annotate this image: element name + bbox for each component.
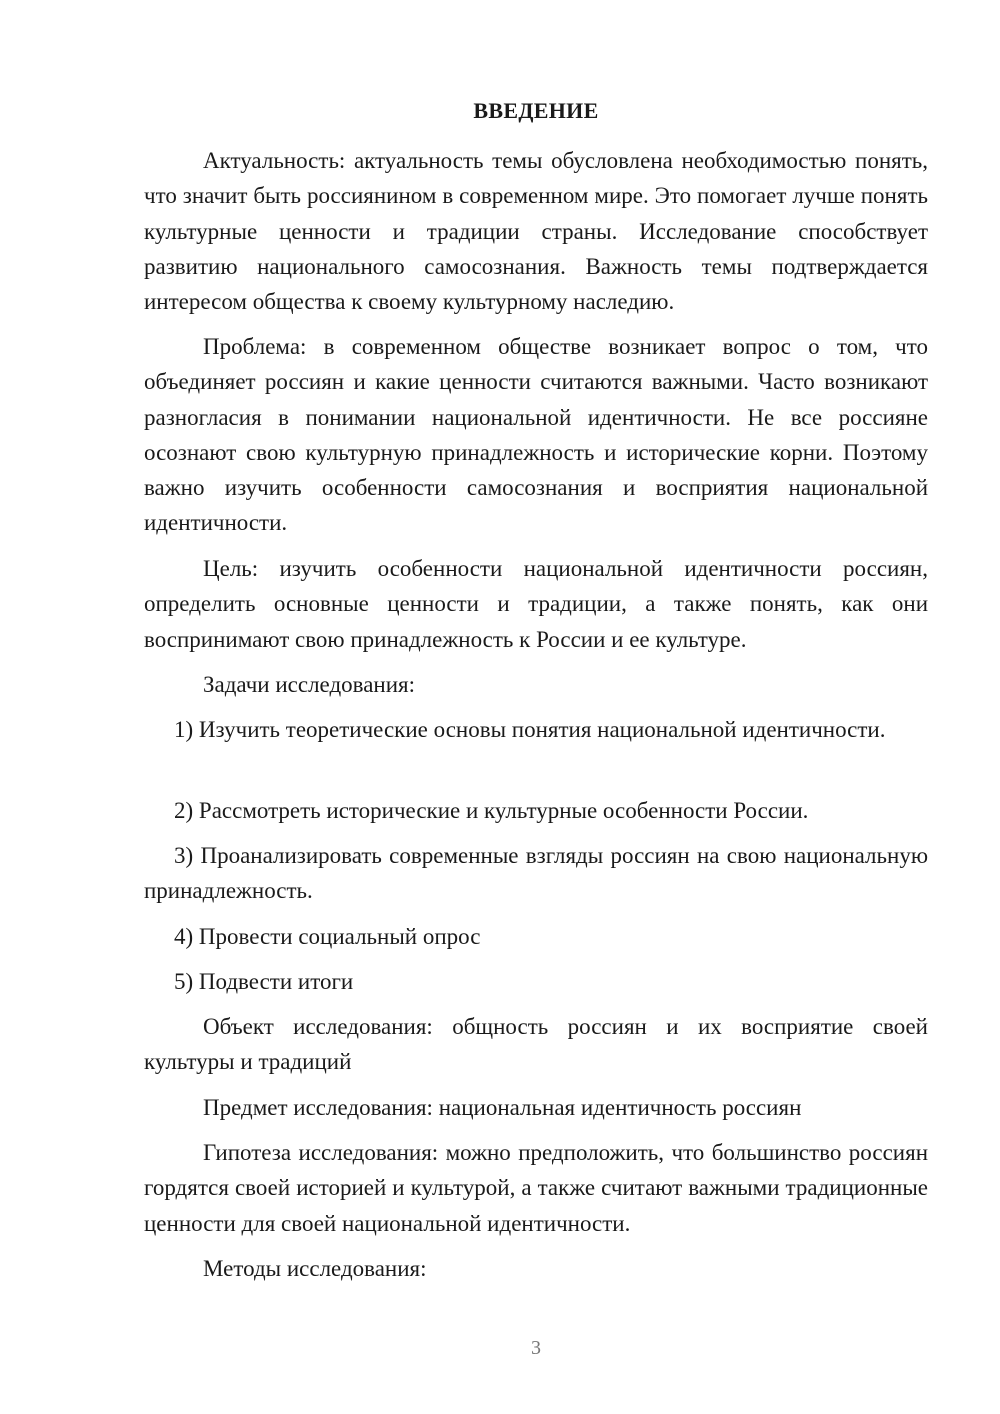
methods-paragraph: Методы исследования:	[203, 1256, 427, 1281]
tasks-title: Задачи исследования:	[203, 672, 416, 697]
section-heading: ВВЕДЕНИЕ	[473, 98, 599, 123]
goal-paragraph: Цель: изучить особенности национальной идентичности россиян, определить основные ценности и традиции, а также понять, как они воспринимают свою принадлежность к России и ее культуре.	[144, 556, 928, 652]
hypothesis-paragraph: Гипотеза исследования: можно предположить, что большинство россиян гордятся своей историей и культурой, а также считают важными традиционные ценности для своей национальной идентичности.	[144, 1140, 928, 1236]
task-item-4: 4) Провести социальный опрос	[174, 924, 481, 949]
task-item-2: 2) Рассмотреть исторические и культурные особенности России.	[174, 798, 809, 823]
page-number: 3	[531, 1337, 541, 1359]
object-paragraph: Объект исследования: общность россиян и их восприятие своей культуры и традиций	[144, 1014, 928, 1075]
problem-paragraph: Проблема: в современном обществе возникает вопрос о том, что объединяет россиян и какие ценности считаются важными. Часто возникают разногласия в понимании национальной идентичности. Не все россияне осознают свою культурную принадлежность и исторические корни. Поэтому важно изучить особенности самосознания и восприятия национальной идентичности.	[144, 334, 928, 536]
relevance-paragraph: Актуальность: актуальность темы обусловлена необходимостью понять, что значит быть россиянином в современном мире. Это помогает лучше понять культурные ценности и традиции страны. Исследование способствует развитию национального самосознания. Важность темы подтверждается интересом общества к своему культурному наследию.	[144, 148, 928, 315]
subject-paragraph: Предмет исследования: национальная идентичность россиян	[203, 1095, 802, 1120]
task-item-5: 5) Подвести итоги	[174, 969, 354, 994]
task-item-3: 3) Проанализировать современные взгляды россиян на свою национальную принадлежность.	[144, 843, 928, 904]
task-item-1: 1) Изучить теоретические основы понятия национальной идентичности.	[174, 717, 886, 742]
